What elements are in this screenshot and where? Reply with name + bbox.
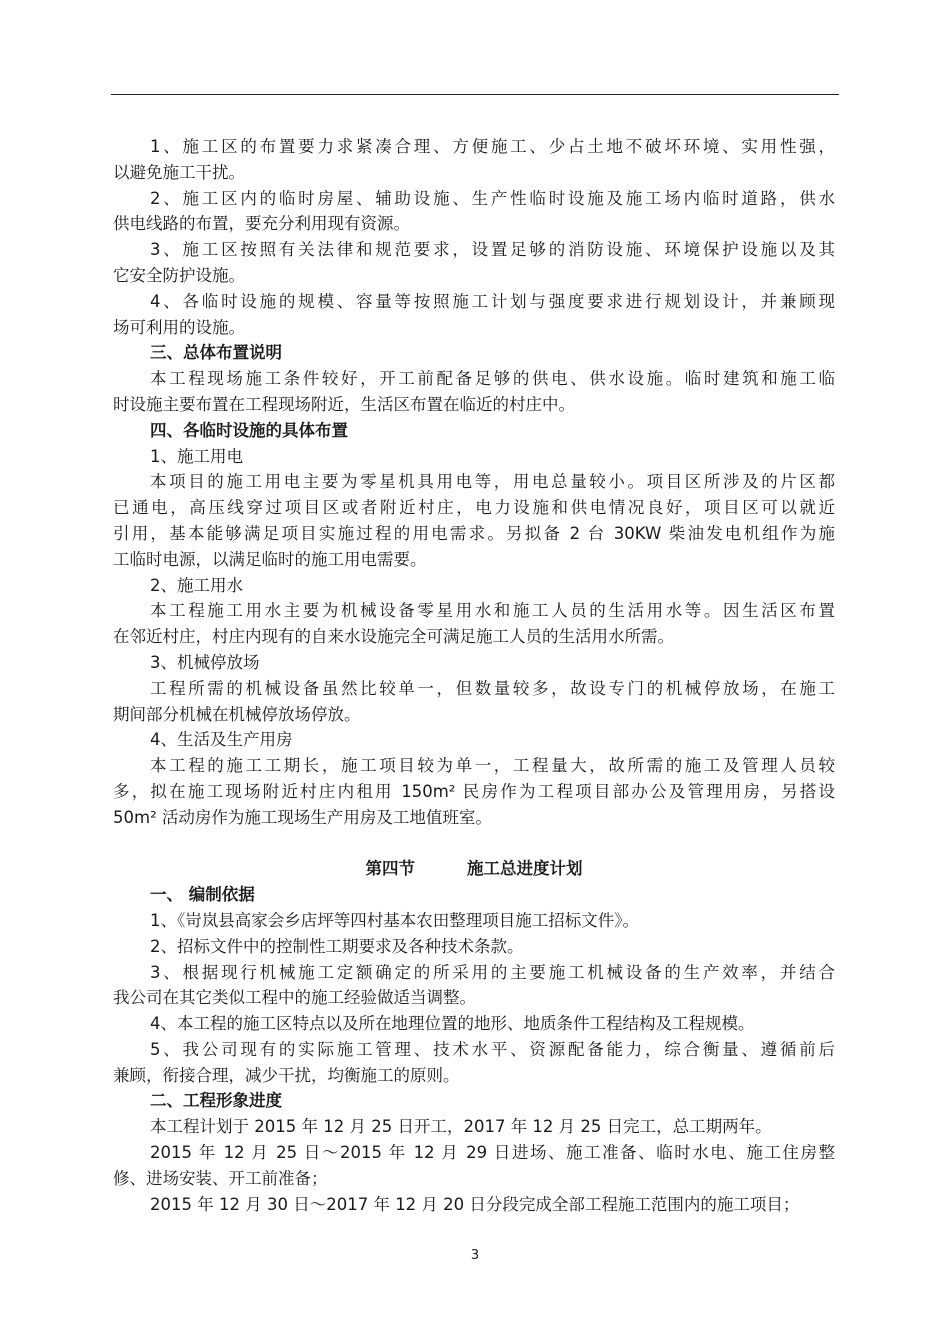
paragraph-line: 本工程的施工工期长，施工项目较为单一，工程量大，故所需的施工及管理人员较 (150, 756, 835, 776)
heading-line: 四、各临时设施的具体布置 (150, 420, 348, 440)
paragraph-line: 本项目的施工用电主要为零星机具用电等，用电总量较小。项目区所涉及的片区都 (150, 472, 835, 492)
paragraph-line: 1、施工用电 (150, 446, 243, 466)
paragraph-line: 3、根据现行机械施工定额确定的所采用的主要施工机械设备的生产效率，并结合 (150, 962, 835, 982)
paragraph-line: 兼顾，衔接合理，减少干扰，均衡施工的原则。 (113, 1065, 460, 1085)
paragraph-line: 4、生活及生产用房 (150, 730, 293, 750)
paragraph-line: 2、招标文件中的控制性工期要求及各种技术条款。 (150, 936, 524, 956)
paragraph-line: 修、进场安装、开工前准备； (113, 1168, 328, 1188)
paragraph-line: 场可利用的设施。 (113, 317, 245, 337)
paragraph-line: 本工程计划于 2015 年 12 月 25 日开工，2017 年 12 月 25 日完工，总工期两年。 (150, 1117, 772, 1137)
paragraph-line: 2015 年 12 月 25 日～2015 年 12 月 29 日进场、施工准备、临时水电、施工住房整 (150, 1143, 835, 1163)
paragraph-line: 5、我公司现有的实际施工管理、技术水平、资源配备能力，综合衡量、遵循前后 (150, 1039, 835, 1059)
paragraph-line: 已通电，高压线穿过项目区或者附近村庄，电力设施和供电情况良好，项目区可以就近 (113, 498, 835, 518)
section-heading (113, 856, 835, 882)
paragraph-line: 工程所需的机械设备虽然比较单一，但数量较多，故设专门的机械停放场，在施工 (150, 678, 835, 698)
paragraph-line: 1、《岢岚县高家会乡店坪等四村基本农田整理项目施工招标文件》。 (150, 910, 639, 930)
heading-line: 三、总体布置说明 (150, 343, 282, 363)
paragraph-line: 4、各临时设施的规模、容量等按照施工计划与强度要求进行规划设计，并兼顾现 (150, 291, 835, 311)
paragraph-line: 4、本工程的施工区特点以及所在地理位置的地形、地质条件工程结构及工程规模。 (150, 1014, 755, 1034)
paragraph-line: 它安全防护设施。 (113, 265, 245, 285)
paragraph-line: 供电线路的布置，要充分利用现有资源。 (113, 214, 410, 234)
document-body (113, 134, 835, 1217)
heading-line: 一、 编制依据 (150, 885, 255, 905)
paragraph-line: 时设施主要布置在工程现场附近，生活区布置在临近的村庄中。 (113, 394, 575, 414)
paragraph-line: 在邻近村庄，村庄内现有的自来水设施完全可满足施工人员的生活用水所需。 (113, 627, 674, 647)
paragraph-line: 2、施工用水 (150, 575, 243, 595)
header-rule (111, 94, 839, 95)
paragraph-line: 2、施工区内的临时房屋、辅助设施、生产性临时设施及施工场内临时道路，供水 (150, 188, 835, 208)
section-four-content (113, 882, 835, 1217)
paragraph-line: 期间部分机械在机械停放场停放。 (113, 704, 361, 724)
paragraph-line: 工临时电源，以满足临时的施工用电需要。 (113, 549, 427, 569)
paragraph-line: 多，拟在施工现场附近村庄内租用 150m² 民房作为工程项目部办公及管理用房，另搭设 (113, 781, 835, 801)
section-number: 第四节 (365, 859, 415, 879)
section-three-content (113, 134, 835, 831)
paragraph-line: 以避免施工干扰。 (113, 162, 245, 182)
page-number: 3 (470, 1248, 480, 1263)
paragraph-line: 2015 年 12 月 30 日～2017 年 12 月 20 日分段完成全部工程施工范围内的施工项目； (150, 1194, 800, 1214)
paragraph-line: 本工程现场施工条件较好，开工前配备足够的供电、供水设施。临时建筑和施工临 (150, 369, 835, 389)
paragraph-line: 我公司在其它类似工程中的施工经验做适当调整。 (113, 988, 476, 1008)
paragraph-line: 50m² 活动房作为施工现场生产用房及工地值班室。 (113, 807, 492, 827)
section-title: 施工总进度计划 (467, 859, 583, 879)
paragraph-line: 1、施工区的布置要力求紧凑合理、方便施工、少占土地不破坏环境、实用性强， (150, 137, 835, 156)
paragraph-line: 3、施工区按照有关法律和规范要求，设置足够的消防设施、环境保护设施以及其 (150, 240, 835, 260)
heading-line: 二、工程形象进度 (150, 1091, 282, 1111)
paragraph-line: 引用，基本能够满足项目实施过程的用电需求。另拟备 2 台 30KW 柴油发电机组作为施 (113, 523, 835, 543)
paragraph-line: 3、机械停放场 (150, 652, 260, 672)
paragraph-line: 本工程施工用水主要为机械设备零星用水和施工人员的生活用水等。因生活区布置 (150, 601, 835, 621)
